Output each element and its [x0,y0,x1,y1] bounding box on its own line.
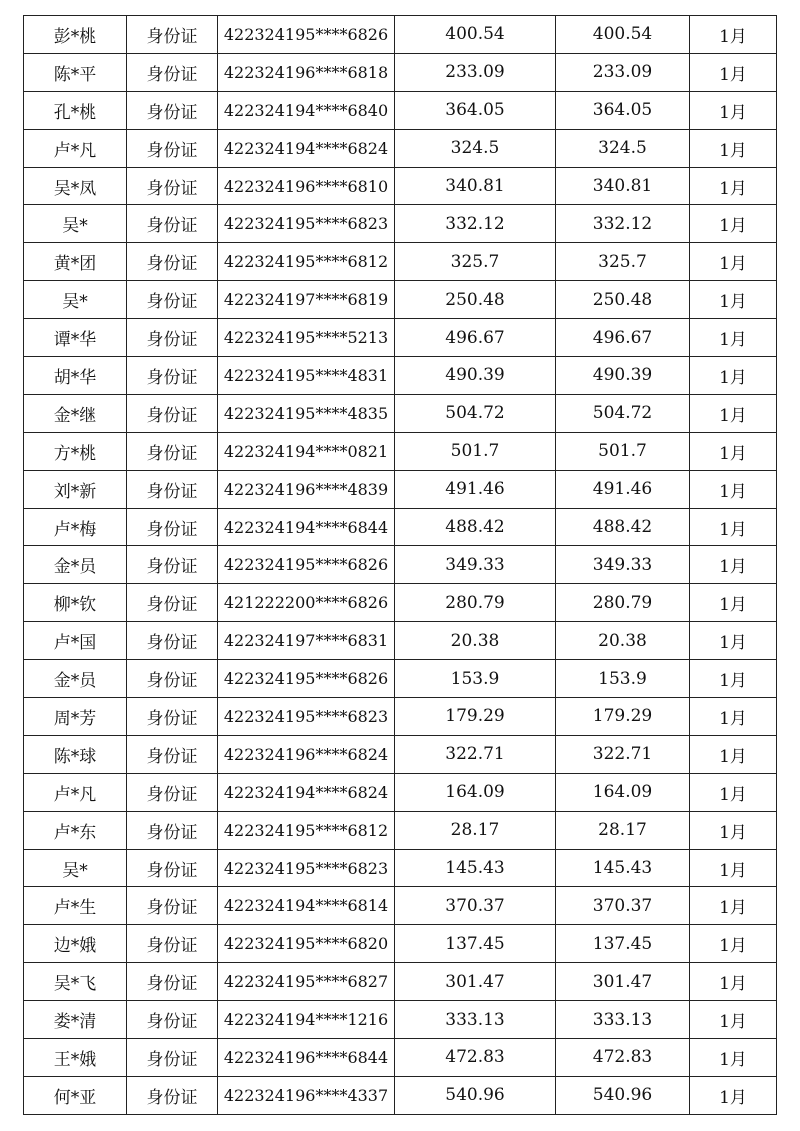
amount-cell: 250.48 [395,281,556,319]
id-number-cell: 422324195****6812 [218,243,395,281]
table-row [24,53,777,91]
amount-cell: 280.79 [395,584,556,622]
paid-amount-cell: 340.81 [556,167,690,205]
month-cell: 1月 [690,243,777,281]
id-type-cell: 身份证 [127,243,218,281]
id-type-cell: 身份证 [127,1001,218,1039]
name-cell: 卢*凡 [24,773,127,811]
month-cell: 1月 [690,735,777,773]
id-type-cell: 身份证 [127,735,218,773]
name-cell: 黄*团 [24,243,127,281]
amount-cell: 540.96 [395,1076,556,1114]
month-cell: 1月 [690,16,777,54]
id-number-cell: 422324196****6844 [218,1039,395,1077]
id-type-cell: 身份证 [127,205,218,243]
table-row [24,622,777,660]
id-type-cell: 身份证 [127,811,218,849]
name-cell: 孔*桃 [24,91,127,129]
paid-amount-cell: 153.9 [556,660,690,698]
payment-table-body [24,16,777,1115]
name-cell: 吴*凤 [24,167,127,205]
paid-amount-cell: 488.42 [556,508,690,546]
name-cell: 吴*飞 [24,963,127,1001]
month-cell: 1月 [690,357,777,395]
id-type-cell: 身份证 [127,698,218,736]
id-type-cell: 身份证 [127,584,218,622]
id-number-cell: 422324196****4337 [218,1076,395,1114]
paid-amount-cell: 490.39 [556,357,690,395]
paid-amount-cell: 322.71 [556,735,690,773]
amount-cell: 324.5 [395,129,556,167]
paid-amount-cell: 501.7 [556,432,690,470]
amount-cell: 364.05 [395,91,556,129]
table-row [24,508,777,546]
id-type-cell: 身份证 [127,16,218,54]
paid-amount-cell: 145.43 [556,849,690,887]
amount-cell: 233.09 [395,53,556,91]
table-row [24,129,777,167]
name-cell: 柳*钦 [24,584,127,622]
id-type-cell: 身份证 [127,319,218,357]
table-row [24,584,777,622]
id-number-cell: 422324194****6814 [218,887,395,925]
table-row [24,432,777,470]
paid-amount-cell: 325.7 [556,243,690,281]
id-number-cell: 422324194****1216 [218,1001,395,1039]
paid-amount-cell: 233.09 [556,53,690,91]
id-number-cell: 422324195****6823 [218,205,395,243]
id-type-cell: 身份证 [127,622,218,660]
table-row [24,963,777,1001]
table-row [24,546,777,584]
id-number-cell: 421222200****6826 [218,584,395,622]
id-number-cell: 422324194****0821 [218,432,395,470]
paid-amount-cell: 324.5 [556,129,690,167]
table-row [24,394,777,432]
id-type-cell: 身份证 [127,849,218,887]
paid-amount-cell: 504.72 [556,394,690,432]
name-cell: 陈*球 [24,735,127,773]
table-row [24,1039,777,1077]
id-type-cell: 身份证 [127,887,218,925]
id-number-cell: 422324194****6844 [218,508,395,546]
month-cell: 1月 [690,319,777,357]
month-cell: 1月 [690,205,777,243]
month-cell: 1月 [690,508,777,546]
amount-cell: 490.39 [395,357,556,395]
name-cell: 金*继 [24,394,127,432]
paid-amount-cell: 332.12 [556,205,690,243]
id-number-cell: 422324196****6824 [218,735,395,773]
name-cell: 王*娥 [24,1039,127,1077]
month-cell: 1月 [690,91,777,129]
name-cell: 金*员 [24,660,127,698]
payment-table [23,15,777,1115]
id-type-cell: 身份证 [127,281,218,319]
month-cell: 1月 [690,470,777,508]
amount-cell: 333.13 [395,1001,556,1039]
amount-cell: 488.42 [395,508,556,546]
id-type-cell: 身份证 [127,660,218,698]
name-cell: 吴* [24,205,127,243]
amount-cell: 349.33 [395,546,556,584]
id-number-cell: 422324195****6820 [218,925,395,963]
month-cell: 1月 [690,811,777,849]
amount-cell: 179.29 [395,698,556,736]
name-cell: 胡*华 [24,357,127,395]
table-row [24,1076,777,1114]
name-cell: 吴* [24,281,127,319]
month-cell: 1月 [690,394,777,432]
table-row [24,1001,777,1039]
name-cell: 卢*凡 [24,129,127,167]
name-cell: 边*娥 [24,925,127,963]
id-number-cell: 422324195****6823 [218,698,395,736]
id-type-cell: 身份证 [127,773,218,811]
month-cell: 1月 [690,129,777,167]
name-cell: 金*员 [24,546,127,584]
paid-amount-cell: 496.67 [556,319,690,357]
id-type-cell: 身份证 [127,394,218,432]
month-cell: 1月 [690,660,777,698]
paid-amount-cell: 301.47 [556,963,690,1001]
month-cell: 1月 [690,773,777,811]
name-cell: 彭*桃 [24,16,127,54]
paid-amount-cell: 137.45 [556,925,690,963]
id-number-cell: 422324195****4835 [218,394,395,432]
name-cell: 卢*生 [24,887,127,925]
table-row [24,925,777,963]
amount-cell: 137.45 [395,925,556,963]
id-type-cell: 身份证 [127,963,218,1001]
table-row [24,205,777,243]
table-row [24,16,777,54]
month-cell: 1月 [690,887,777,925]
paid-amount-cell: 20.38 [556,622,690,660]
amount-cell: 501.7 [395,432,556,470]
id-type-cell: 身份证 [127,508,218,546]
month-cell: 1月 [690,584,777,622]
id-number-cell: 422324194****6824 [218,129,395,167]
id-number-cell: 422324195****6812 [218,811,395,849]
amount-cell: 164.09 [395,773,556,811]
table-row [24,91,777,129]
month-cell: 1月 [690,698,777,736]
table-row [24,773,777,811]
month-cell: 1月 [690,432,777,470]
month-cell: 1月 [690,1001,777,1039]
id-number-cell: 422324195****6826 [218,660,395,698]
amount-cell: 301.47 [395,963,556,1001]
name-cell: 何*亚 [24,1076,127,1114]
id-type-cell: 身份证 [127,129,218,167]
table-row [24,319,777,357]
amount-cell: 370.37 [395,887,556,925]
id-type-cell: 身份证 [127,91,218,129]
name-cell: 方*桃 [24,432,127,470]
paid-amount-cell: 370.37 [556,887,690,925]
paid-amount-cell: 333.13 [556,1001,690,1039]
name-cell: 卢*东 [24,811,127,849]
id-type-cell: 身份证 [127,470,218,508]
name-cell: 谭*华 [24,319,127,357]
amount-cell: 491.46 [395,470,556,508]
month-cell: 1月 [690,53,777,91]
month-cell: 1月 [690,1076,777,1114]
table-row [24,887,777,925]
table-row [24,281,777,319]
amount-cell: 340.81 [395,167,556,205]
paid-amount-cell: 164.09 [556,773,690,811]
table-row [24,243,777,281]
paid-amount-cell: 491.46 [556,470,690,508]
amount-cell: 322.71 [395,735,556,773]
id-number-cell: 422324196****6818 [218,53,395,91]
table-row [24,735,777,773]
table-row [24,698,777,736]
paid-amount-cell: 250.48 [556,281,690,319]
paid-amount-cell: 540.96 [556,1076,690,1114]
id-number-cell: 422324195****4831 [218,357,395,395]
amount-cell: 145.43 [395,849,556,887]
amount-cell: 20.38 [395,622,556,660]
table-row [24,849,777,887]
amount-cell: 332.12 [395,205,556,243]
month-cell: 1月 [690,1039,777,1077]
amount-cell: 400.54 [395,16,556,54]
id-type-cell: 身份证 [127,1039,218,1077]
month-cell: 1月 [690,849,777,887]
name-cell: 卢*国 [24,622,127,660]
paid-amount-cell: 400.54 [556,16,690,54]
id-number-cell: 422324195****5213 [218,319,395,357]
id-number-cell: 422324195****6827 [218,963,395,1001]
id-type-cell: 身份证 [127,53,218,91]
month-cell: 1月 [690,546,777,584]
name-cell: 陈*平 [24,53,127,91]
month-cell: 1月 [690,925,777,963]
id-number-cell: 422324197****6819 [218,281,395,319]
id-type-cell: 身份证 [127,925,218,963]
paid-amount-cell: 28.17 [556,811,690,849]
month-cell: 1月 [690,622,777,660]
name-cell: 周*芳 [24,698,127,736]
amount-cell: 325.7 [395,243,556,281]
amount-cell: 472.83 [395,1039,556,1077]
id-number-cell: 422324197****6831 [218,622,395,660]
paid-amount-cell: 179.29 [556,698,690,736]
amount-cell: 504.72 [395,394,556,432]
amount-cell: 28.17 [395,811,556,849]
paid-amount-cell: 364.05 [556,91,690,129]
month-cell: 1月 [690,167,777,205]
paid-amount-cell: 349.33 [556,546,690,584]
table-row [24,470,777,508]
id-type-cell: 身份证 [127,167,218,205]
table-row [24,167,777,205]
month-cell: 1月 [690,281,777,319]
id-type-cell: 身份证 [127,1076,218,1114]
name-cell: 娄*清 [24,1001,127,1039]
table-row [24,357,777,395]
id-type-cell: 身份证 [127,546,218,584]
name-cell: 吴* [24,849,127,887]
id-type-cell: 身份证 [127,432,218,470]
id-type-cell: 身份证 [127,357,218,395]
id-number-cell: 422324194****6824 [218,773,395,811]
amount-cell: 153.9 [395,660,556,698]
id-number-cell: 422324195****6823 [218,849,395,887]
id-number-cell: 422324194****6840 [218,91,395,129]
id-number-cell: 422324195****6826 [218,16,395,54]
name-cell: 卢*梅 [24,508,127,546]
table-row [24,811,777,849]
paid-amount-cell: 280.79 [556,584,690,622]
amount-cell: 496.67 [395,319,556,357]
id-number-cell: 422324196****6810 [218,167,395,205]
id-number-cell: 422324195****6826 [218,546,395,584]
month-cell: 1月 [690,963,777,1001]
id-number-cell: 422324196****4839 [218,470,395,508]
paid-amount-cell: 472.83 [556,1039,690,1077]
table-row [24,660,777,698]
name-cell: 刘*新 [24,470,127,508]
